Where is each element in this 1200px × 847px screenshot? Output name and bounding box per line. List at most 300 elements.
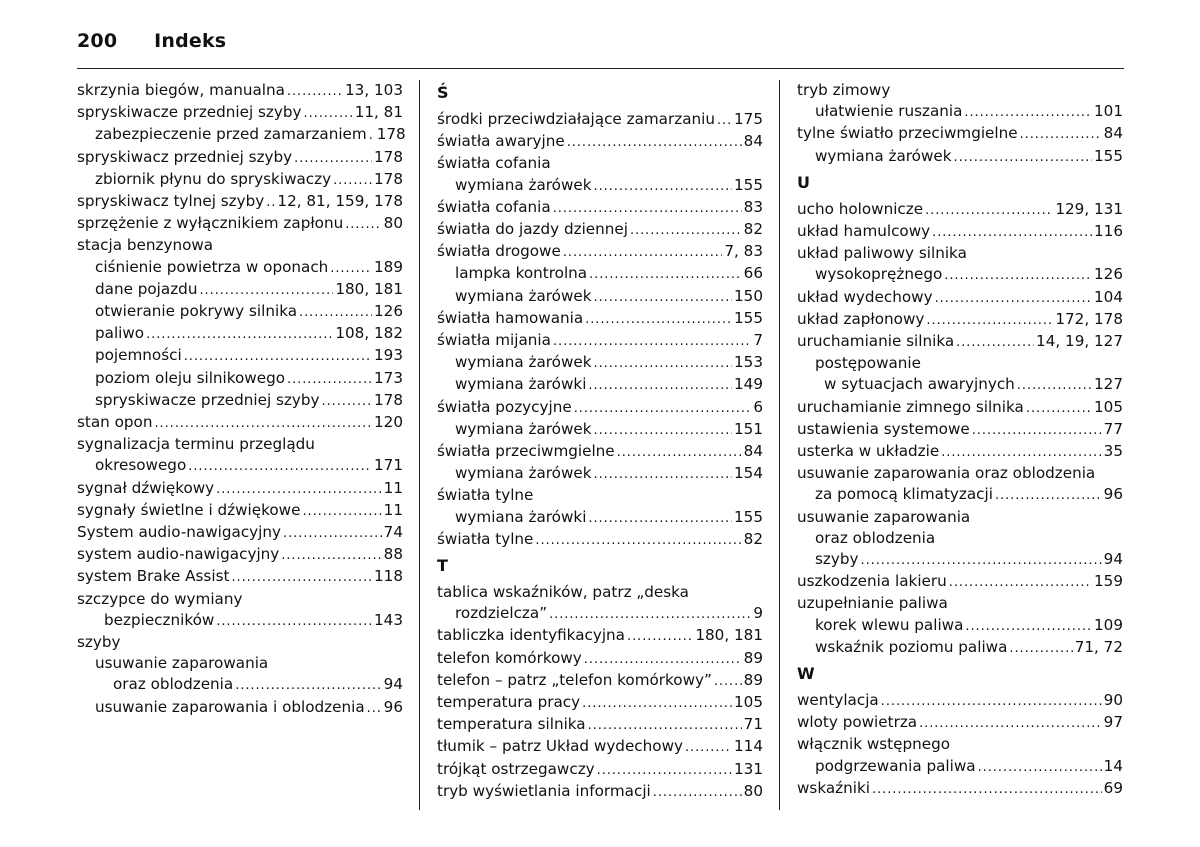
entry-page-ref: 7 bbox=[753, 331, 763, 350]
index-entry bbox=[797, 441, 1123, 463]
entry-term: zbiornik płynu do spryskiwaczy bbox=[95, 169, 332, 188]
dot-leader bbox=[584, 648, 742, 670]
index-entry bbox=[77, 412, 403, 434]
index-entry bbox=[77, 455, 403, 477]
dot-leader bbox=[345, 213, 381, 235]
entry-page-ref: 94 bbox=[1103, 550, 1123, 569]
entry-term: światła cofania bbox=[437, 197, 551, 216]
entry-page-ref: 150 bbox=[734, 286, 763, 305]
entry-page-ref: 14 bbox=[1103, 756, 1123, 775]
entry-page-ref: 178 bbox=[374, 169, 403, 188]
index-entry bbox=[797, 419, 1123, 441]
entry-term: system Brake Assist bbox=[77, 567, 230, 586]
entry-page-ref: 171 bbox=[374, 456, 403, 475]
dot-leader bbox=[588, 507, 732, 529]
entry-term: okresowego bbox=[95, 456, 187, 475]
entry-term: szyby bbox=[815, 550, 859, 569]
entry-term: światła hamowania bbox=[437, 308, 584, 327]
entry-term: sygnał dźwiękowy bbox=[77, 478, 215, 497]
dot-leader bbox=[617, 441, 742, 463]
column-divider-2 bbox=[779, 80, 780, 810]
entry-term: spryskiwacz tylnej szyby bbox=[77, 192, 265, 211]
dot-leader bbox=[594, 463, 732, 485]
dot-leader bbox=[588, 714, 742, 736]
dot-leader bbox=[627, 625, 693, 647]
dot-leader bbox=[954, 146, 1092, 168]
dot-leader bbox=[199, 279, 333, 301]
dot-leader bbox=[714, 670, 742, 692]
entry-page-ref: 11 bbox=[383, 478, 403, 497]
entry-term: wymiana żarówek bbox=[815, 146, 952, 165]
index-entry bbox=[797, 101, 1123, 123]
dot-leader bbox=[594, 286, 732, 308]
index-entry bbox=[437, 263, 763, 285]
dot-leader bbox=[283, 522, 382, 544]
entry-term: tryb wyświetlania informacji bbox=[437, 781, 651, 800]
page-title: Indeks bbox=[154, 30, 227, 52]
entry-page-ref: 126 bbox=[374, 302, 403, 321]
index-heading: światła cofania bbox=[437, 154, 551, 173]
entry-term: w sytuacjach awaryjnych bbox=[824, 375, 1015, 394]
dot-leader bbox=[653, 781, 742, 803]
dot-leader bbox=[919, 712, 1102, 734]
dot-leader bbox=[585, 308, 732, 330]
index-entry bbox=[77, 80, 403, 102]
entry-page-ref: 129, 131 bbox=[1055, 199, 1123, 218]
entry-page-ref: 12, 81, 159, 178 bbox=[277, 192, 403, 211]
entry-term: światła do jazdy dziennej bbox=[437, 220, 628, 239]
entry-term: wymiana żarówki bbox=[455, 375, 587, 394]
entry-term: światła pozycyjne bbox=[437, 397, 572, 416]
entry-term: telefon – patrz „telefon komórkowy” bbox=[437, 670, 712, 689]
entry-term: układ wydechowy bbox=[797, 287, 933, 306]
index-entry bbox=[797, 778, 1123, 800]
index-entry bbox=[437, 670, 763, 692]
entry-page-ref: 153 bbox=[734, 353, 763, 372]
entry-page-ref: 9 bbox=[753, 604, 763, 623]
dot-leader bbox=[287, 368, 372, 390]
index-heading: tablica wskaźników, patrz „deska bbox=[437, 583, 689, 602]
entry-term: wskaźniki bbox=[797, 778, 871, 797]
dot-leader bbox=[1026, 397, 1092, 419]
entry-page-ref: 6 bbox=[753, 397, 763, 416]
entry-page-ref: 155 bbox=[734, 308, 763, 327]
index-entry bbox=[437, 603, 763, 625]
dot-leader bbox=[367, 697, 382, 719]
index-entry bbox=[77, 674, 403, 696]
index-entry bbox=[797, 484, 1123, 506]
entry-page-ref: 35 bbox=[1103, 442, 1123, 461]
entry-page-ref: 155 bbox=[1094, 146, 1123, 165]
entry-term: wymiana żarówek bbox=[455, 353, 592, 372]
entry-term: oraz oblodzenia bbox=[113, 675, 234, 694]
entry-term: paliwo bbox=[95, 324, 145, 343]
entry-term: sygnały świetlne i dźwiękowe bbox=[77, 500, 301, 519]
entry-page-ref: 172, 178 bbox=[1055, 309, 1123, 328]
index-entry bbox=[77, 697, 403, 719]
index-entry bbox=[77, 191, 403, 213]
dot-leader bbox=[266, 191, 275, 213]
index-entry bbox=[797, 221, 1123, 243]
dot-leader bbox=[881, 690, 1102, 712]
dot-leader bbox=[287, 80, 343, 102]
entry-term: wymiana żarówek bbox=[455, 175, 592, 194]
entry-page-ref: 14, 19, 127 bbox=[1036, 332, 1123, 351]
dot-leader bbox=[630, 219, 742, 241]
entry-term: temperatura pracy bbox=[437, 693, 581, 712]
dot-leader bbox=[956, 331, 1034, 353]
index-entry bbox=[797, 690, 1123, 712]
section-letter: Ś bbox=[437, 83, 449, 102]
index-entry bbox=[77, 213, 403, 235]
entry-term: rozdzielcza” bbox=[455, 604, 548, 623]
entry-page-ref: 180, 181 bbox=[695, 626, 763, 645]
index-heading: tryb zimowy bbox=[797, 81, 891, 99]
index-heading: usuwanie zaparowania bbox=[95, 654, 269, 673]
entry-term: trójkąt ostrzegawczy bbox=[437, 759, 595, 778]
entry-term: temperatura silnika bbox=[437, 715, 586, 734]
entry-page-ref: 151 bbox=[734, 419, 763, 438]
entry-term: stan opon bbox=[77, 413, 153, 432]
section-letter: T bbox=[437, 556, 448, 576]
entry-term: zabezpieczenie przed zamarzaniem bbox=[95, 125, 367, 144]
entry-page-ref: 89 bbox=[743, 648, 763, 667]
entry-page-ref: 127 bbox=[1094, 375, 1123, 394]
index-heading: uzupełnianie paliwa bbox=[797, 594, 948, 613]
index-entry bbox=[797, 146, 1123, 168]
entry-term: otwieranie pokrywy silnika bbox=[95, 302, 298, 321]
dot-leader bbox=[717, 109, 732, 131]
index-entry bbox=[77, 147, 403, 169]
dot-leader bbox=[1020, 123, 1102, 145]
dot-leader bbox=[1017, 374, 1092, 396]
index-entry bbox=[77, 500, 403, 522]
entry-term: spryskiwacz przedniej szyby bbox=[77, 147, 293, 166]
index-entry bbox=[797, 309, 1123, 331]
dot-leader bbox=[235, 674, 381, 696]
index-heading: postępowanie bbox=[815, 354, 921, 373]
entry-term: telefon komórkowy bbox=[437, 648, 582, 667]
index-entry bbox=[77, 345, 403, 367]
entry-page-ref: 96 bbox=[383, 697, 403, 716]
entry-term: światła awaryjne bbox=[437, 132, 565, 151]
dot-leader bbox=[216, 610, 372, 632]
index-entry bbox=[797, 571, 1123, 593]
dot-leader bbox=[589, 263, 742, 285]
entry-page-ref: 69 bbox=[1103, 778, 1123, 797]
entry-term: sprzężenie z wyłącznikiem zapłonu bbox=[77, 214, 344, 233]
dot-leader bbox=[369, 124, 375, 146]
index-entry bbox=[437, 529, 763, 551]
entry-page-ref: 82 bbox=[743, 220, 763, 239]
entry-page-ref: 155 bbox=[734, 507, 763, 526]
dot-leader bbox=[597, 759, 732, 781]
dot-leader bbox=[322, 390, 372, 412]
entry-term: za pomocą klimatyzacji bbox=[815, 485, 993, 504]
entry-term: bezpieczników bbox=[104, 610, 215, 629]
index-entry bbox=[797, 756, 1123, 778]
section-letter: W bbox=[797, 664, 815, 684]
dot-leader bbox=[553, 330, 751, 352]
index-entry bbox=[437, 109, 763, 131]
dot-leader bbox=[588, 374, 732, 396]
entry-term: lampka kontrolna bbox=[455, 264, 588, 283]
entry-term: ustawienia systemowe bbox=[797, 419, 970, 438]
dot-leader bbox=[964, 101, 1092, 123]
index-entry bbox=[437, 374, 763, 396]
index-column-2 bbox=[437, 80, 763, 803]
index-entry bbox=[77, 368, 403, 390]
index-entry bbox=[77, 124, 406, 146]
entry-page-ref: 82 bbox=[743, 529, 763, 548]
entry-page-ref: 180, 181 bbox=[335, 279, 403, 298]
entry-term: poziom oleju silnikowego bbox=[95, 368, 286, 387]
entry-page-ref: 7, 83 bbox=[724, 242, 763, 261]
index-entry bbox=[797, 397, 1123, 419]
dot-leader bbox=[926, 309, 1053, 331]
column-divider-1 bbox=[419, 80, 420, 810]
entry-page-ref: 109 bbox=[1094, 615, 1123, 634]
entry-term: dane pojazdu bbox=[95, 279, 198, 298]
entry-page-ref: 96 bbox=[1103, 485, 1123, 504]
index-entry bbox=[437, 648, 763, 670]
dot-leader bbox=[231, 566, 372, 588]
entry-term: ciśnienie powietrza w oponach bbox=[95, 257, 329, 276]
entry-term: wysokoprężnego bbox=[815, 265, 943, 284]
entry-term: światła drogowe bbox=[437, 242, 561, 261]
entry-page-ref: 89 bbox=[743, 670, 763, 689]
dot-leader bbox=[925, 199, 1053, 221]
entry-page-ref: 84 bbox=[743, 132, 763, 151]
dot-leader bbox=[978, 756, 1102, 778]
index-entry bbox=[77, 390, 403, 412]
dot-leader bbox=[294, 147, 372, 169]
entry-term: środki przeciwdziałające zamarzaniu bbox=[437, 110, 715, 128]
dot-leader bbox=[184, 345, 372, 367]
entry-page-ref: 118 bbox=[374, 567, 403, 586]
index-entry bbox=[437, 397, 763, 419]
entry-page-ref: 97 bbox=[1103, 713, 1123, 732]
dot-leader bbox=[861, 549, 1102, 571]
entry-term: usterka w układzie bbox=[797, 442, 940, 461]
entry-term: System audio-nawigacyjny bbox=[77, 523, 282, 542]
index-entry bbox=[437, 692, 763, 714]
index-column-1 bbox=[77, 80, 406, 719]
index-entry bbox=[437, 197, 763, 219]
entry-term: światła tylne bbox=[437, 529, 534, 548]
index-entry bbox=[437, 507, 763, 529]
entry-page-ref: 120 bbox=[374, 413, 403, 432]
entry-page-ref: 105 bbox=[734, 693, 763, 712]
dot-leader bbox=[574, 397, 752, 419]
entry-page-ref: 149 bbox=[734, 375, 763, 394]
dot-leader bbox=[330, 257, 372, 279]
index-entry bbox=[797, 287, 1123, 309]
dot-leader bbox=[685, 736, 732, 758]
entry-term: tłumik – patrz Układ wydechowy bbox=[437, 737, 683, 756]
entry-page-ref: 114 bbox=[734, 737, 763, 756]
entry-page-ref: 11, 81 bbox=[354, 103, 403, 122]
index-entry bbox=[77, 544, 403, 566]
entry-term: uruchamianie zimnego silnika bbox=[797, 397, 1024, 416]
index-heading: światła tylne bbox=[437, 486, 534, 505]
index-entry bbox=[797, 264, 1123, 286]
dot-leader bbox=[281, 544, 381, 566]
dot-leader bbox=[146, 323, 333, 345]
index-entry bbox=[77, 102, 403, 124]
index-entry bbox=[437, 219, 763, 241]
dot-leader bbox=[333, 169, 372, 191]
entry-page-ref: 74 bbox=[383, 523, 403, 542]
entry-page-ref: 83 bbox=[743, 197, 763, 216]
index-heading: włącznik wstępnego bbox=[797, 735, 951, 754]
entry-page-ref: 13, 103 bbox=[345, 81, 403, 99]
index-entry bbox=[77, 522, 403, 544]
index-entry bbox=[437, 781, 763, 803]
entry-term: ułatwienie ruszania bbox=[815, 102, 963, 121]
entry-page-ref: 178 bbox=[374, 147, 403, 166]
entry-term: wymiana żarówek bbox=[455, 419, 592, 438]
entry-page-ref: 84 bbox=[1103, 124, 1123, 143]
index-entry bbox=[437, 352, 763, 374]
entry-term: korek wlewu paliwa bbox=[815, 615, 964, 634]
entry-page-ref: 154 bbox=[734, 464, 763, 483]
dot-leader bbox=[567, 131, 742, 153]
dot-leader bbox=[549, 603, 751, 625]
entry-term: tylne światło przeciwmgielne bbox=[797, 124, 1018, 143]
index-entry bbox=[77, 566, 403, 588]
index-entry bbox=[77, 323, 403, 345]
dot-leader bbox=[872, 778, 1102, 800]
entry-page-ref: 108, 182 bbox=[335, 324, 403, 343]
entry-term: wymiana żarówek bbox=[455, 286, 592, 305]
entry-term: wskaźnik poziomu paliwa bbox=[815, 637, 1008, 656]
entry-term: spryskiwacze przedniej szyby bbox=[77, 103, 302, 122]
index-entry bbox=[797, 331, 1123, 353]
index-heading: szyby bbox=[77, 633, 121, 652]
index-entry bbox=[437, 463, 763, 485]
entry-term: ucho holownicze bbox=[797, 199, 924, 218]
dot-leader bbox=[949, 571, 1092, 593]
dot-leader bbox=[594, 175, 732, 197]
index-heading: sygnalizacja terminu przeglądu bbox=[77, 435, 315, 454]
entry-page-ref: 116 bbox=[1094, 222, 1123, 241]
index-heading: oraz oblodzenia bbox=[815, 528, 936, 547]
entry-page-ref: 159 bbox=[1094, 572, 1123, 591]
section-letter: U bbox=[797, 172, 810, 192]
index-entry bbox=[77, 279, 403, 301]
entry-term: wymiana żarówki bbox=[455, 507, 587, 526]
index-entry bbox=[77, 169, 403, 191]
entry-page-ref: 71, 72 bbox=[1074, 637, 1123, 656]
entry-term: skrzynia biegów, manualna bbox=[77, 81, 285, 99]
entry-page-ref: 131 bbox=[734, 759, 763, 778]
entry-page-ref: 178 bbox=[374, 390, 403, 409]
entry-page-ref: 178 bbox=[376, 125, 406, 144]
dot-leader bbox=[965, 615, 1092, 637]
dot-leader bbox=[932, 221, 1092, 243]
index-entry bbox=[437, 330, 763, 352]
dot-leader bbox=[563, 241, 723, 263]
dot-leader bbox=[1009, 637, 1072, 659]
dot-leader bbox=[553, 197, 742, 219]
index-entry bbox=[437, 759, 763, 781]
entry-page-ref: 193 bbox=[374, 346, 403, 365]
entry-term: usuwanie zaparowania i oblodzenia bbox=[95, 697, 365, 716]
entry-page-ref: 104 bbox=[1094, 287, 1123, 306]
entry-term: system audio-nawigacyjny bbox=[77, 545, 280, 564]
index-entry bbox=[797, 549, 1123, 571]
entry-page-ref: 88 bbox=[383, 545, 403, 564]
index-entry bbox=[797, 199, 1123, 221]
index-entry bbox=[437, 286, 763, 308]
index-entry bbox=[437, 241, 763, 263]
index-entry bbox=[77, 478, 403, 500]
entry-term: uruchamianie silnika bbox=[797, 332, 955, 351]
index-entry bbox=[797, 712, 1123, 734]
dot-leader bbox=[188, 455, 372, 477]
index-entry bbox=[797, 637, 1123, 659]
index-entry bbox=[77, 301, 403, 323]
entry-term: uszkodzenia lakieru bbox=[797, 572, 947, 591]
index-entry bbox=[77, 610, 403, 632]
dot-leader bbox=[594, 352, 732, 374]
entry-term: światła przeciwmgielne bbox=[437, 442, 615, 461]
entry-page-ref: 173 bbox=[374, 368, 403, 387]
entry-term: wymiana żarówek bbox=[455, 464, 592, 483]
page-header bbox=[77, 30, 226, 52]
index-entry bbox=[437, 441, 763, 463]
entry-term: światła mijania bbox=[437, 331, 551, 350]
entry-page-ref: 80 bbox=[743, 781, 763, 800]
dot-leader bbox=[582, 692, 732, 714]
index-entry bbox=[77, 257, 403, 279]
index-entry bbox=[437, 175, 763, 197]
entry-term: wentylacja bbox=[797, 691, 879, 710]
dot-leader bbox=[299, 301, 372, 323]
index-entry bbox=[797, 615, 1123, 637]
dot-leader bbox=[216, 478, 382, 500]
dot-leader bbox=[304, 102, 353, 124]
entry-page-ref: 90 bbox=[1103, 691, 1123, 710]
index-heading: stacja benzynowa bbox=[77, 236, 214, 255]
dot-leader bbox=[935, 287, 1092, 309]
index-entry bbox=[437, 131, 763, 153]
entry-term: pojemności bbox=[95, 346, 182, 365]
entry-page-ref: 94 bbox=[383, 675, 403, 694]
page-number: 200 bbox=[77, 30, 118, 52]
entry-page-ref: 84 bbox=[743, 442, 763, 461]
entry-page-ref: 143 bbox=[374, 610, 403, 629]
entry-page-ref: 77 bbox=[1103, 419, 1123, 438]
dot-leader bbox=[972, 419, 1102, 441]
dot-leader bbox=[995, 484, 1102, 506]
index-entry bbox=[797, 123, 1123, 145]
dot-leader bbox=[941, 441, 1101, 463]
entry-page-ref: 126 bbox=[1094, 265, 1123, 284]
entry-page-ref: 80 bbox=[383, 214, 403, 233]
dot-leader bbox=[154, 412, 372, 434]
entry-page-ref: 105 bbox=[1094, 397, 1123, 416]
entry-term: wloty powietrza bbox=[797, 713, 918, 732]
index-entry bbox=[437, 736, 763, 758]
index-heading: usuwanie zaparowania bbox=[797, 507, 971, 526]
entry-page-ref: 175 bbox=[734, 110, 763, 128]
header-rule bbox=[77, 68, 1124, 69]
entry-term: spryskiwacze przedniej szyby bbox=[95, 390, 320, 409]
entry-page-ref: 155 bbox=[734, 175, 763, 194]
entry-term: tabliczka identyfikacyjna bbox=[437, 626, 625, 645]
